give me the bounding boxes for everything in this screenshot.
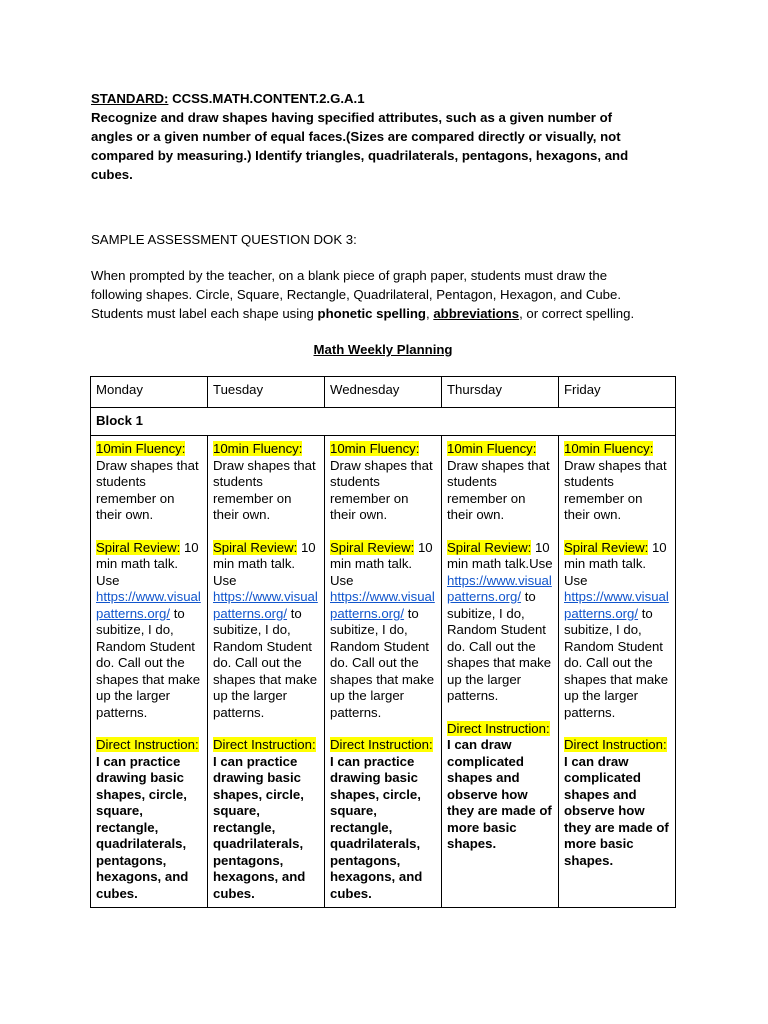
visualpatterns-link[interactable]: https://www.visualpatterns.org/ (213, 589, 318, 621)
direct-instruction-text: I can practice drawing basic shapes, circle, square, rectangle, quadrilaterals, pentagons, hexagons, and cubes. (96, 753, 189, 901)
plan-cell-monday (91, 436, 208, 908)
standard-description-line: angles or a given number of equal faces.(Sizes are compared directly or visually, not (91, 129, 621, 144)
direct-instruction-label: Direct Instruction: (213, 737, 316, 752)
fluency-text: Draw shapes that students remember on their own. (213, 457, 316, 522)
assessment-prompt-line: following shapes. Circle, Square, Rectangle, Quadrilateral, Pentagon, Hexagon, and Cube. (91, 287, 622, 302)
visualpatterns-link[interactable]: https://www.visualpatterns.org/ (564, 589, 669, 621)
day-header-friday: Friday (559, 377, 676, 408)
day-header-thursday: Thursday (442, 377, 559, 408)
assessment-prompt-line (91, 304, 681, 323)
spiral-review-text: 10 min math talk. Use (330, 539, 433, 588)
block-row (91, 408, 676, 436)
direct-instruction-label: Direct Instruction: (96, 737, 199, 752)
standard-description-line: compared by measuring.) Identify triangles, quadrilaterals, pentagons, hexagons, and (91, 148, 629, 163)
fluency-label: 10min Fluency: (447, 441, 537, 456)
spiral-review-label: Spiral Review: (330, 539, 415, 555)
spiral-review-label: Spiral Review: (213, 539, 298, 555)
visualpatterns-link[interactable]: https://www.visualpatterns.org/ (96, 589, 201, 621)
standard-section (91, 89, 681, 184)
spiral-review-label: Spiral Review: (96, 539, 181, 555)
spiral-review-text: to subitize, I do, Random Student do. Call out the shapes that make up the larger patterns. (447, 589, 552, 703)
direct-instruction-text: I can draw complicated shapes and observe how they are made of more basic shapes. (564, 753, 669, 868)
spiral-review-text: to subitize, I do, Random Student do. Call out the shapes that make up the larger patterns. (564, 605, 669, 720)
direct-instruction-label: Direct Instruction: (564, 737, 667, 752)
prompt-text: Students must label each shape using (91, 306, 318, 321)
assessment-heading: SAMPLE ASSESSMENT QUESTION DOK 3: (91, 232, 357, 247)
standard-code: CCSS.MATH.CONTENT.2.G.A.1 (168, 91, 365, 106)
plan-content-row (91, 436, 676, 908)
fluency-text: Draw shapes that students remember on their own. (330, 457, 433, 522)
weekly-planning-table (90, 376, 676, 908)
plan-cell-tuesday (208, 436, 325, 908)
spiral-review-text: to subitize, I do, Random Student do. Call out the shapes that make up the larger patterns. (96, 605, 201, 720)
visualpatterns-link[interactable]: https://www.visualpatterns.org/ (447, 572, 552, 604)
fluency-label: 10min Fluency: (564, 441, 654, 456)
direct-instruction-text: I can draw complicated shapes and observe how they are made of more basic shapes. (447, 737, 552, 851)
abbreviations-text: abbreviations (433, 306, 520, 321)
spiral-review-text: to subitize, I do, Random Student do. Call out the shapes that make up the larger patterns. (330, 605, 435, 720)
fluency-text: Draw shapes that students remember on their own. (96, 457, 199, 522)
day-header-tuesday: Tuesday (208, 377, 325, 408)
assessment-prompt (91, 266, 681, 323)
direct-instruction-text: I can practice drawing basic shapes, circle, square, rectangle, quadrilaterals, pentagons, hexagons, and cubes. (213, 753, 306, 901)
fluency-label: 10min Fluency: (213, 441, 303, 456)
spiral-review-text: 10 min math talk. Use (564, 539, 667, 588)
standard-description-line: Recognize and draw shapes having specified attributes, such as a given number of (91, 110, 613, 125)
fluency-text: Draw shapes that students remember on their own. (564, 457, 667, 522)
standard-description-line: cubes. (91, 167, 133, 182)
spiral-review-text: 10 min math talk. Use (96, 539, 199, 588)
spiral-review-text: 10 min math talk. Use (213, 539, 316, 588)
plan-cell-thursday (442, 436, 559, 908)
fluency-text: Draw shapes that students remember on their own. (447, 457, 550, 522)
day-header-row (91, 377, 676, 408)
prompt-text: , (425, 306, 434, 321)
direct-instruction-text: I can practice drawing basic shapes, circle, square, rectangle, quadrilaterals, pentagons, hexagons, and cubes. (330, 753, 423, 901)
day-header-wednesday: Wednesday (325, 377, 442, 408)
document-body (91, 89, 681, 359)
day-header-monday: Monday (91, 377, 208, 408)
prompt-text: , or correct spelling. (519, 306, 635, 321)
plan-cell-wednesday (325, 436, 442, 908)
block-label: Block 1 (91, 408, 676, 436)
spiral-review-text: 10 min math talk.Use (447, 539, 553, 571)
planning-title: Math Weekly Planning (313, 342, 453, 357)
spiral-review-label: Spiral Review: (447, 539, 532, 555)
direct-instruction-label: Direct Instruction: (330, 737, 433, 752)
fluency-label: 10min Fluency: (330, 441, 420, 456)
visualpatterns-link[interactable]: https://www.visualpatterns.org/ (330, 589, 435, 621)
standard-line (91, 89, 681, 108)
fluency-label: 10min Fluency: (96, 441, 186, 456)
direct-instruction-label: Direct Instruction: (447, 720, 550, 736)
assessment-prompt-line: When prompted by the teacher, on a blank piece of graph paper, students must draw the (91, 268, 608, 283)
spiral-review-label: Spiral Review: (564, 539, 649, 555)
phonetic-spelling-text: phonetic spelling (317, 306, 426, 321)
plan-cell-friday (559, 436, 676, 908)
spiral-review-text: to subitize, I do, Random Student do. Call out the shapes that make up the larger patterns. (213, 605, 318, 720)
standard-label: STANDARD: (91, 91, 169, 106)
